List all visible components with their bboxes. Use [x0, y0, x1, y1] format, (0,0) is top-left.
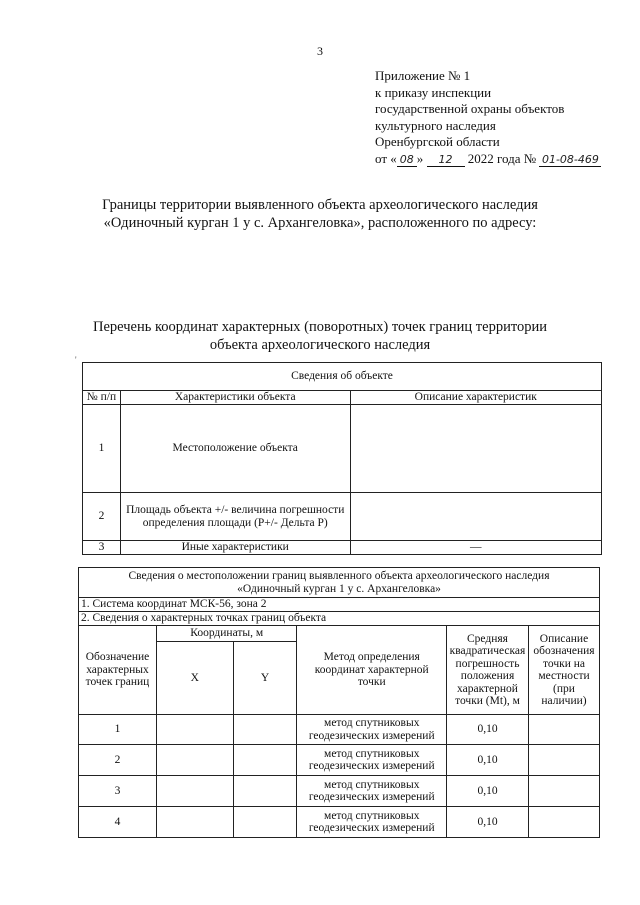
- point-method: метод спутниковых геодезических измерений: [297, 715, 447, 745]
- table-row: [79, 715, 600, 745]
- column-header-accuracy: Средняя квадратическая погрешность положения характерной точки (Mt), м: [447, 626, 529, 715]
- row-description: —: [350, 541, 602, 555]
- appendix-block: [375, 68, 601, 167]
- boundary-coordinates-table: [78, 567, 600, 838]
- point-method: метод спутниковых геодезических измерений: [297, 745, 447, 776]
- table-row: [79, 598, 600, 612]
- order-number: 01-08-469: [539, 153, 601, 167]
- title-line: Границы территории выявленного объекта археологического наследия: [102, 197, 538, 213]
- coordinate-system-row: 1. Система координат МСК-56, зона 2: [79, 598, 600, 612]
- date-day: 08: [397, 153, 417, 167]
- table-header: Сведения об объекте: [83, 363, 602, 391]
- row-characteristic: Местоположение объекта: [120, 405, 350, 493]
- row-characteristic: Иные характеристики: [120, 541, 350, 555]
- column-header-description: Описание характеристик: [350, 391, 602, 405]
- point-x: [156, 776, 233, 807]
- date-year: 2022 года №: [467, 150, 537, 166]
- point-number: 1: [79, 715, 157, 745]
- column-header-method: Метод определения координат характерной точки: [297, 626, 447, 715]
- table-row: [83, 493, 602, 541]
- column-header-number: № п/п: [83, 391, 121, 405]
- title-line: «Одиночный курган 1 у с. Архангеловка», расположенного по адресу:: [103, 215, 537, 231]
- table-row: [83, 405, 602, 493]
- subtitle-line: Перечень координат характерных (поворотных) точек границ территории: [92, 319, 548, 335]
- object-info-table: [82, 362, 602, 555]
- point-accuracy: 0,10: [447, 807, 529, 838]
- points-info-row: 2. Сведения о характерных точках границ объекта: [79, 612, 600, 626]
- table-row: [79, 568, 600, 598]
- point-y: [233, 745, 297, 776]
- page-number: 3: [317, 44, 323, 58]
- coordinates-list-title: [40, 318, 600, 354]
- point-number: 4: [79, 807, 157, 838]
- date-prefix: от «: [375, 150, 397, 166]
- row-description: [350, 405, 602, 493]
- table-row: [79, 626, 600, 642]
- point-method: метод спутниковых геодезических измерений: [297, 807, 447, 838]
- appendix-line: культурного наследия: [375, 117, 496, 133]
- row-number: 2: [83, 493, 121, 541]
- point-number: 3: [79, 776, 157, 807]
- table-row: [79, 745, 600, 776]
- column-header-x: X: [156, 642, 233, 715]
- appendix-line: государственной охраны объектов: [375, 101, 565, 116]
- table-row: [79, 776, 600, 807]
- table-row: [79, 612, 600, 626]
- column-header-point-description: Описание обозначения точки на местности (при наличии): [529, 626, 600, 715]
- scan-mark: ': [75, 355, 77, 365]
- point-y: [233, 715, 297, 745]
- point-description: [529, 776, 600, 807]
- table-row: [83, 391, 602, 405]
- point-y: [233, 776, 297, 807]
- point-y: [233, 807, 297, 838]
- column-header-coordinates: Координаты, м: [156, 626, 297, 642]
- date-month: 12: [427, 153, 465, 167]
- point-x: [156, 745, 233, 776]
- column-header-characteristic: Характеристики объекта: [120, 391, 350, 405]
- column-header-y: Y: [233, 642, 297, 715]
- table-row: [83, 363, 602, 391]
- table-header-line: Сведения о местоположении границ выявленного объекта археологического наследия: [128, 570, 550, 582]
- point-description: [529, 745, 600, 776]
- table-header: [79, 568, 600, 598]
- point-accuracy: 0,10: [447, 745, 529, 776]
- appendix-line: Приложение № 1: [375, 68, 471, 83]
- point-accuracy: 0,10: [447, 776, 529, 807]
- point-accuracy: 0,10: [447, 715, 529, 745]
- row-characteristic: Площадь объекта +/- величина погрешности определения площади (Р+/- Дельта Р): [120, 493, 350, 541]
- row-number: 3: [83, 541, 121, 555]
- point-description: [529, 715, 600, 745]
- row-number: 1: [83, 405, 121, 493]
- point-x: [156, 807, 233, 838]
- document-title: [40, 196, 600, 232]
- table-header-line: «Одиночный курган 1 у с. Архангеловка»: [237, 582, 441, 595]
- appendix-line: Оренбургской области: [375, 134, 500, 149]
- table-row: [83, 541, 602, 555]
- appendix-line: к приказу инспекции: [375, 84, 492, 100]
- point-method: метод спутниковых геодезических измерений: [297, 776, 447, 807]
- date-mid: »: [416, 150, 424, 166]
- table-row: [79, 807, 600, 838]
- point-x: [156, 715, 233, 745]
- point-number: 2: [79, 745, 157, 776]
- subtitle-line: объекта археологического наследия: [209, 337, 431, 353]
- point-description: [529, 807, 600, 838]
- appendix-date-line: [375, 151, 601, 168]
- row-description: [350, 493, 602, 541]
- column-header-designation: Обозначение характерных точек границ: [79, 626, 157, 715]
